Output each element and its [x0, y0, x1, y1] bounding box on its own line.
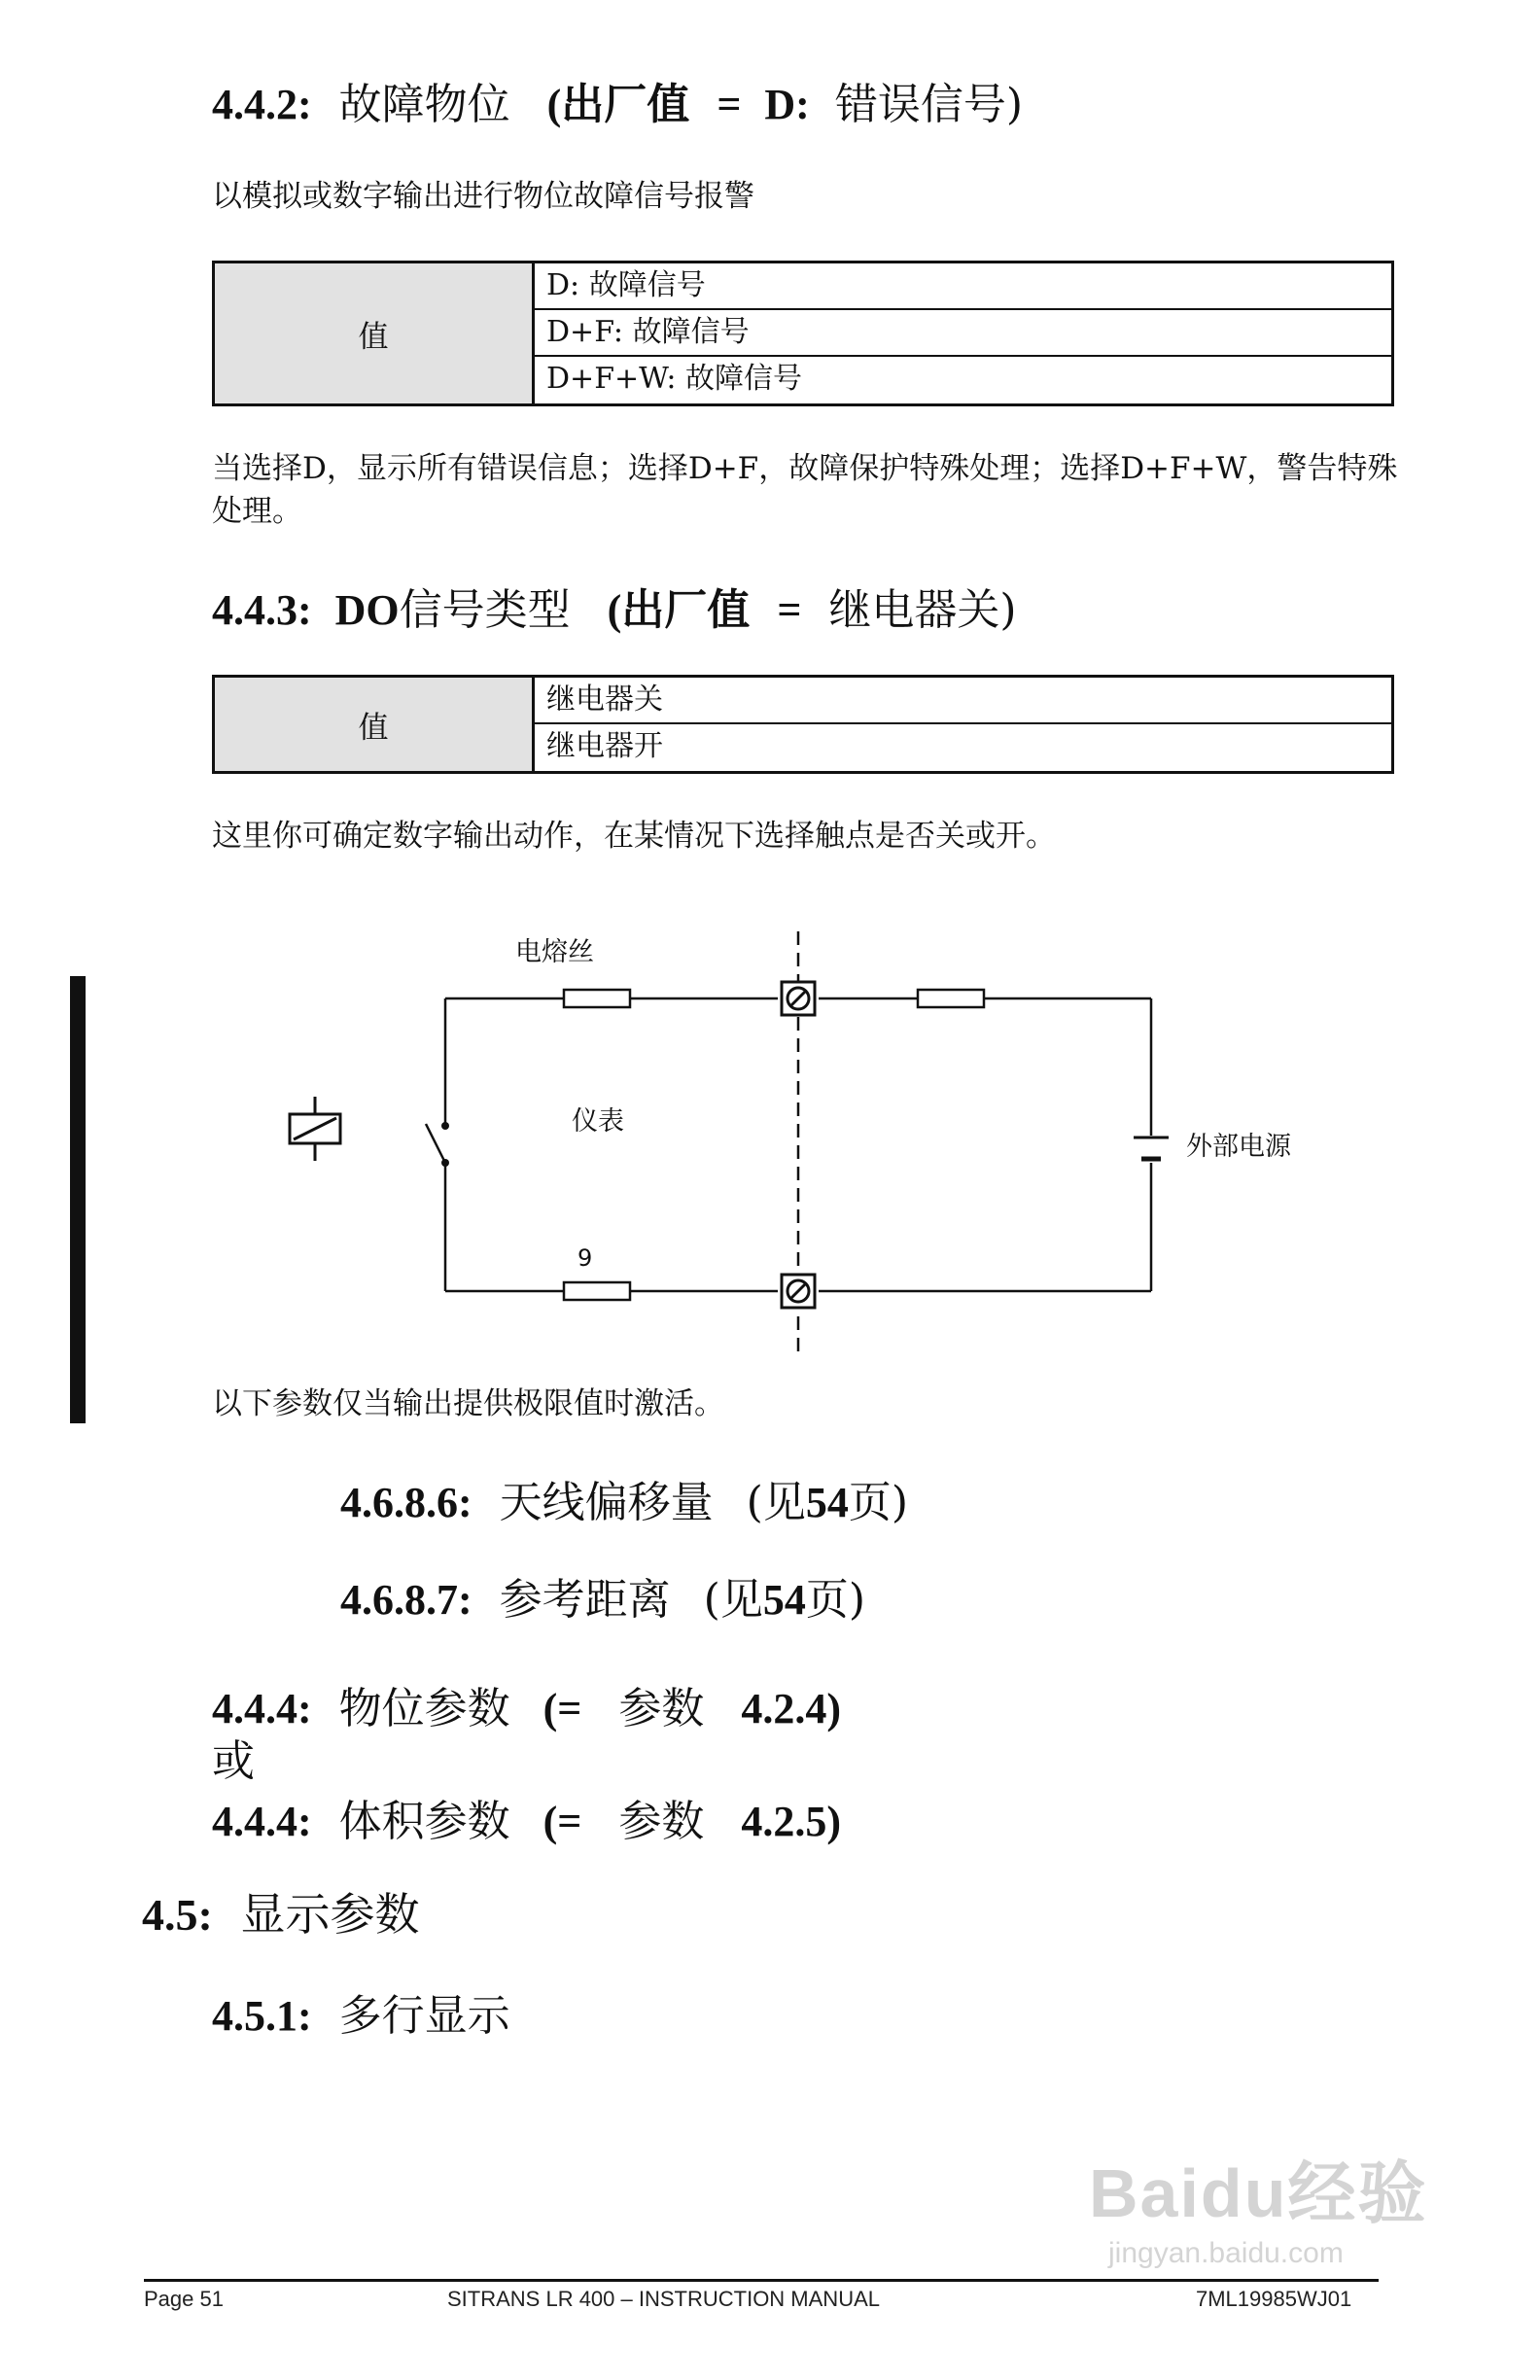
resistor-icon	[918, 990, 984, 1007]
heading-title: 故障物位	[338, 80, 510, 129]
param-text: 参数	[618, 1684, 705, 1733]
or-text: 或	[212, 1736, 255, 1786]
param-text: 参数	[618, 1797, 705, 1846]
ref-suffix: 页)	[848, 1478, 908, 1527]
heading-title: 物位参数	[338, 1684, 510, 1733]
heading-4-4-4-level	[212, 1682, 841, 1736]
factory-prefix: (出厂值	[607, 586, 751, 634]
param-number: 4.2.4)	[741, 1685, 842, 1732]
option-row: 继电器开	[546, 729, 663, 763]
table-label: 值	[215, 263, 535, 403]
heading-number: 4.5:	[142, 1890, 213, 1940]
heading-number: 4.4.4:	[212, 1798, 312, 1845]
limit-note: 以下参数仅当输出提供极限值时激活。	[212, 1386, 724, 1421]
terminal-screw-icon	[782, 982, 815, 1015]
ref-title: 天线偏移量	[499, 1478, 714, 1527]
heading-title: 显示参数	[240, 1888, 420, 1941]
ref-page: 54	[805, 1479, 849, 1526]
note-4-4-2: 当选择D，显示所有错误信息；选择D+F，故障保护特殊处理；选择D+F+W，警告特殊处理。	[212, 451, 1398, 529]
switch-contact-dot	[441, 1159, 449, 1167]
heading-number: 4.4.3:	[212, 586, 312, 634]
ref-number: 4.6.8.7:	[340, 1576, 472, 1624]
relay-coil-icon	[290, 1097, 340, 1161]
param-number: 4.2.5)	[741, 1798, 842, 1845]
circuit-wires	[426, 998, 1151, 1291]
ref-4-6-8-6	[340, 1476, 908, 1530]
heading-number: 4.4.4:	[212, 1685, 312, 1732]
terminal-screw-icon	[782, 1275, 815, 1308]
ref-suffix: 页)	[805, 1575, 865, 1625]
description-4-4-2: 以模拟或数字输出进行物位故障信号报警	[212, 179, 754, 214]
footer-doc: 7ML19985WJ01	[1196, 2287, 1352, 2311]
footer-manual: SITRANS LR 400 – INSTRUCTION MANUAL	[447, 2287, 880, 2311]
ref-prefix: (见	[703, 1575, 763, 1625]
factory-suffix: 继电器关)	[828, 585, 1017, 635]
heading-number: 4.5.1:	[212, 1992, 312, 2040]
ref-number: 4.6.8.6:	[340, 1479, 472, 1526]
description-4-4-3: 这里你可确定数字输出动作，在某情况下选择触点是否关或开。	[212, 819, 1056, 854]
heading-4-4-4-volume	[212, 1795, 841, 1849]
power-label: 外部电源	[1186, 1132, 1291, 1162]
instrument-label: 仪表	[572, 1106, 624, 1137]
heading-4-5	[142, 1886, 419, 1943]
ref-page: 54	[762, 1576, 806, 1624]
factory-eq: =	[717, 81, 742, 128]
fuse-label: 电熔丝	[515, 937, 594, 967]
heading-number: 4.4.2:	[212, 81, 312, 128]
factory-prefix: (出厂值	[546, 81, 690, 128]
option-row: 继电器关	[535, 678, 1391, 724]
battery-icon	[1134, 1138, 1169, 1159]
switch-contact-dot	[441, 1122, 449, 1130]
option-row: D+F+W: 故障信号	[546, 362, 803, 396]
heading-title-bold: DO	[334, 586, 400, 634]
baidu-watermark	[1089, 2139, 1427, 2270]
watermark-url: jingyan.baidu.com	[1108, 2237, 1344, 2269]
ref-title: 参考距离	[499, 1575, 671, 1625]
resistor-icon	[564, 1282, 630, 1300]
heading-title: 信号类型	[399, 585, 571, 635]
ref-4-6-8-7	[340, 1573, 865, 1628]
eq-text: (=	[542, 1685, 582, 1732]
factory-value: D:	[764, 81, 810, 128]
option-row: D+F: 故障信号	[535, 310, 1391, 357]
watermark-logo: Baidu经验	[1089, 2155, 1428, 2231]
heading-title: 体积参数	[338, 1797, 510, 1846]
ref-prefix: (见	[746, 1478, 806, 1527]
heading-4-5-1	[212, 1989, 510, 2044]
eq-text: (=	[542, 1798, 582, 1845]
option-row: D: 故障信号	[535, 263, 1391, 310]
factory-eq: =	[777, 586, 802, 634]
table-label: 值	[215, 678, 535, 771]
footer-rule	[144, 2279, 1379, 2282]
footer-page: Page 51	[144, 2287, 224, 2311]
factory-suffix: 错误信号)	[834, 80, 1023, 129]
heading-title: 多行显示	[338, 1991, 510, 2041]
terminal-label: 9	[578, 1244, 593, 1272]
fuse-icon	[564, 990, 630, 1007]
